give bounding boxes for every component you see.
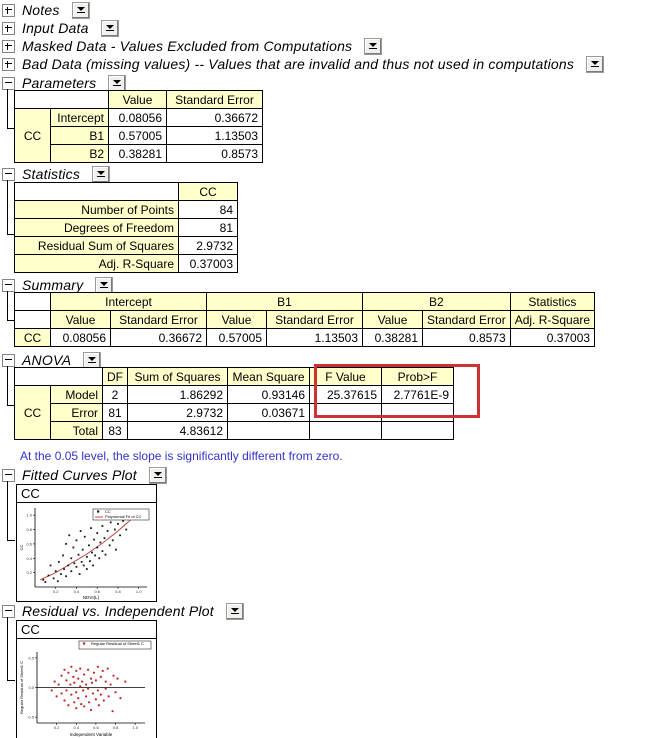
section-parameters — [2, 75, 126, 91]
col-header: CC — [179, 183, 238, 201]
svg-text:Independent Variable: Independent Variable — [69, 732, 113, 737]
table-row — [15, 255, 238, 273]
svg-text:CC: CC — [19, 544, 24, 551]
svg-text:-0.5: -0.5 — [27, 714, 34, 720]
col-header: Adj. R-Square — [510, 311, 594, 329]
fitted-scatter-chart — [17, 503, 156, 606]
row-label: B2 — [51, 145, 109, 163]
residual-scatter-chart — [17, 639, 156, 738]
svg-text:0.0: 0.0 — [28, 685, 34, 690]
anova-table-wrapper — [14, 367, 454, 440]
svg-text:1.0: 1.0 — [135, 589, 142, 594]
svg-text:0.8: 0.8 — [26, 527, 32, 533]
value-cell: 0.36672 — [167, 109, 263, 127]
col-header: Prob>F — [382, 368, 454, 386]
summary-table — [14, 292, 595, 347]
svg-text:0.2: 0.2 — [26, 570, 32, 576]
expand-plus-icon[interactable] — [2, 58, 15, 71]
group-header: B1 — [207, 293, 363, 311]
section-title: Residual vs. Independent Plot — [22, 603, 214, 619]
col-header: Standard Error — [111, 311, 207, 329]
value-cell: 83 — [103, 422, 128, 440]
blank-cell — [15, 368, 103, 386]
value-cell: 0.08056 — [51, 329, 111, 347]
value-cell: 2 — [103, 386, 128, 404]
row-label: Number of Points — [15, 201, 179, 219]
collapse-minus-icon[interactable] — [2, 605, 15, 618]
value-cell — [310, 404, 382, 422]
svg-text:Regular Residual of Sheet1 C: Regular Residual of Sheet1 C — [91, 641, 144, 646]
value-cell: 0.57005 — [207, 329, 267, 347]
section-dropdown-button[interactable] — [149, 467, 167, 484]
value-cell: 0.37003 — [510, 329, 594, 347]
section-dropdown-button[interactable] — [83, 352, 101, 369]
col-header: Standard Error — [267, 311, 363, 329]
dropdown-arrow-icon — [88, 357, 96, 361]
col-header: Value — [363, 311, 423, 329]
svg-text:0.2: 0.2 — [53, 725, 60, 730]
svg-text:1.0: 1.0 — [26, 512, 32, 518]
dropdown-underline — [77, 12, 85, 13]
table-row — [15, 145, 263, 163]
blank-cell — [15, 183, 179, 201]
collapse-minus-icon[interactable] — [2, 279, 15, 292]
row-label: Model — [51, 386, 103, 404]
value-cell: 81 — [179, 219, 238, 237]
row-label: Adj. R-Square — [15, 255, 179, 273]
section-title: Masked Data - Values Excluded from Computations — [22, 38, 353, 54]
section-title: Bad Data (missing values) -- Values that are invalid and thus not used in computations — [22, 56, 575, 72]
section-dropdown-button[interactable] — [586, 56, 604, 73]
section-masked-data — [2, 38, 382, 54]
row-label: Total — [51, 422, 103, 440]
dropdown-underline — [106, 30, 114, 31]
col-header: Sum of Squares — [128, 368, 228, 386]
group-cell: CC — [15, 329, 51, 347]
col-header: DF — [103, 368, 128, 386]
svg-text:0.4: 0.4 — [26, 555, 32, 561]
group-header: Statistics — [510, 293, 594, 311]
svg-text:Regular Residual of Sheet1 C: Regular Residual of Sheet1 C — [19, 661, 24, 714]
dropdown-arrow-icon — [113, 80, 121, 84]
collapse-minus-icon[interactable] — [2, 168, 15, 181]
section-dropdown-button[interactable] — [108, 75, 126, 92]
dropdown-underline — [97, 176, 105, 177]
dropdown-arrow-icon — [231, 608, 239, 612]
section-title: Input Data — [22, 20, 89, 36]
section-title: Notes — [22, 2, 60, 18]
group-cell: CC — [15, 109, 51, 163]
blank-cell — [15, 311, 51, 329]
anova-table — [14, 367, 454, 440]
value-cell: 0.38281 — [363, 329, 423, 347]
dropdown-arrow-icon — [369, 43, 377, 47]
row-label: Degrees of Freedom — [15, 219, 179, 237]
row-label: Residual Sum of Squares — [15, 237, 179, 255]
section-residual-plot — [2, 603, 244, 619]
tree-connector — [7, 481, 15, 541]
value-cell — [228, 422, 310, 440]
group-header: Intercept — [51, 293, 207, 311]
table-row — [15, 219, 238, 237]
col-header: F Value — [310, 368, 382, 386]
value-cell: 0.38281 — [109, 145, 167, 163]
svg-text:0.6: 0.6 — [93, 725, 99, 730]
row-label: Intercept — [51, 109, 109, 127]
value-cell — [382, 422, 454, 440]
section-anova — [2, 352, 101, 368]
svg-text:1.0: 1.0 — [132, 725, 138, 730]
blank-cell — [15, 91, 109, 109]
value-cell: 0.08056 — [109, 109, 167, 127]
statistics-table — [14, 182, 238, 273]
dropdown-arrow-icon — [100, 282, 108, 286]
value-cell: 0.57005 — [109, 127, 167, 145]
value-cell: 2.9732 — [179, 237, 238, 255]
dropdown-arrow-icon — [97, 171, 105, 175]
col-header: Standard Error — [423, 311, 511, 329]
expand-plus-icon[interactable] — [2, 22, 15, 35]
dropdown-arrow-icon — [154, 472, 162, 476]
value-cell: 0.36672 — [111, 329, 207, 347]
value-cell: 84 — [179, 201, 238, 219]
dropdown-underline — [369, 48, 377, 49]
svg-text:CC: CC — [105, 509, 111, 514]
col-header: Standard Error — [167, 91, 263, 109]
value-cell: 0.8573 — [423, 329, 511, 347]
table-row — [15, 201, 238, 219]
dropdown-arrow-icon — [106, 25, 114, 29]
table-row — [15, 237, 238, 255]
section-dropdown-button[interactable] — [72, 2, 90, 19]
dropdown-underline — [88, 362, 96, 363]
dropdown-arrow-icon — [591, 61, 599, 65]
svg-text:0.8: 0.8 — [112, 725, 119, 730]
col-header: Mean Square — [228, 368, 310, 386]
col-header: Value — [109, 91, 167, 109]
section-statistics — [2, 166, 110, 182]
table-row — [15, 386, 454, 404]
svg-text:0.2: 0.2 — [52, 589, 59, 594]
value-cell — [382, 404, 454, 422]
dropdown-underline — [591, 66, 599, 67]
section-dropdown-button[interactable] — [364, 38, 382, 55]
dropdown-underline — [231, 613, 239, 614]
section-dropdown-button[interactable] — [101, 20, 119, 37]
dropdown-arrow-icon — [77, 7, 85, 11]
fitted-curves-plot-panel[interactable] — [16, 484, 157, 602]
section-input-data — [2, 20, 119, 36]
value-cell: 4.83612 — [128, 422, 228, 440]
dropdown-underline — [154, 477, 162, 478]
expand-plus-icon[interactable] — [2, 40, 15, 53]
value-cell: 2.9732 — [128, 404, 228, 422]
value-cell — [310, 422, 382, 440]
svg-text:0.5: 0.5 — [28, 655, 34, 661]
blank-cell — [15, 293, 51, 311]
value-cell: 0.8573 — [167, 145, 263, 163]
section-dropdown-button[interactable] — [226, 603, 244, 620]
section-title: Statistics — [22, 166, 81, 182]
value-cell: 25.37615 — [310, 386, 382, 404]
row-label: Error — [51, 404, 103, 422]
section-summary — [2, 277, 113, 293]
section-bad-data — [2, 56, 604, 72]
table-row — [15, 422, 454, 440]
dropdown-underline — [113, 85, 121, 86]
dropdown-underline — [100, 287, 108, 288]
section-fitted-curves-plot — [2, 467, 167, 483]
svg-text:NDVI(L): NDVI(L) — [82, 595, 100, 600]
value-cell: 1.13503 — [167, 127, 263, 145]
plot-panel-label: CC — [17, 621, 156, 639]
group-cell: CC — [15, 386, 51, 440]
svg-text:0.4: 0.4 — [73, 589, 80, 594]
value-cell: 1.86292 — [128, 386, 228, 404]
group-header: B2 — [363, 293, 511, 311]
value-cell: 1.13503 — [267, 329, 363, 347]
value-cell: 81 — [103, 404, 128, 422]
table-row — [15, 127, 263, 145]
section-notes — [2, 2, 90, 18]
section-title: ANOVA — [22, 352, 72, 368]
row-label: B1 — [51, 127, 109, 145]
table-row — [15, 109, 263, 127]
tree-connector — [7, 617, 15, 681]
value-cell: 0.37003 — [179, 255, 238, 273]
collapse-minus-icon[interactable] — [2, 354, 15, 367]
value-cell: 2.7761E-9 — [382, 386, 454, 404]
collapse-minus-icon[interactable] — [2, 469, 15, 482]
svg-text:Polynomial Fit of CC: Polynomial Fit of CC — [105, 514, 142, 519]
expand-plus-icon[interactable] — [2, 4, 15, 17]
residual-plot-panel[interactable] — [16, 620, 157, 738]
section-title: Summary — [22, 277, 84, 293]
section-title: Parameters — [22, 75, 97, 91]
value-cell: 0.93146 — [228, 386, 310, 404]
col-header: Value — [207, 311, 267, 329]
table-row — [15, 329, 595, 347]
svg-text:0.8: 0.8 — [115, 589, 121, 594]
parameters-table — [14, 90, 263, 163]
plot-panel-label: CC — [17, 485, 156, 503]
significance-note: At the 0.05 level, the slope is significantly different from zero. — [20, 449, 343, 463]
svg-text:0.6: 0.6 — [94, 589, 101, 594]
section-title: Fitted Curves Plot — [22, 467, 137, 483]
collapse-minus-icon[interactable] — [2, 77, 15, 90]
col-header: Value — [51, 311, 111, 329]
table-row — [15, 404, 454, 422]
svg-text:0.4: 0.4 — [73, 725, 80, 730]
value-cell: 0.03671 — [228, 404, 310, 422]
section-dropdown-button[interactable] — [92, 166, 110, 183]
section-dropdown-button[interactable] — [95, 277, 113, 294]
svg-text:0.6: 0.6 — [26, 541, 32, 547]
